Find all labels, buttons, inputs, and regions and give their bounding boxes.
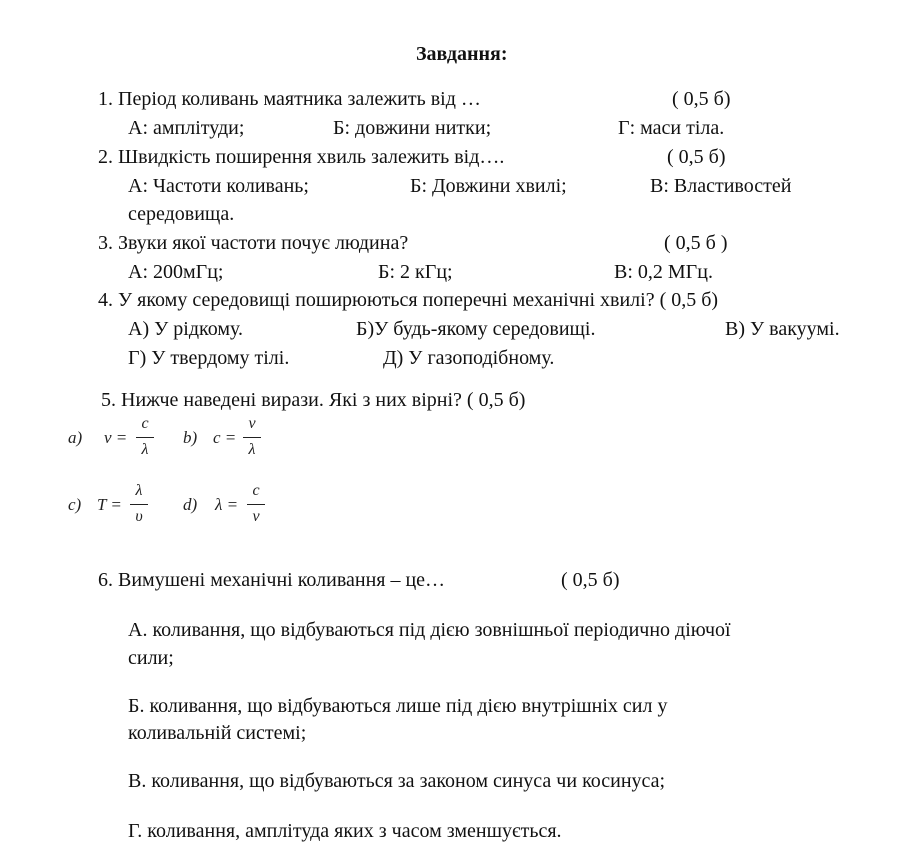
question-4-text: 4. У якому середовищі поширюються поперечні механічні хвилі? ( 0,5 б): [98, 289, 719, 311]
question-3-text: 3. Звуки якої частоти почує людина?: [98, 232, 409, 254]
formula-d-label: d): [183, 495, 198, 514]
formula-d-denominator: ν: [252, 508, 260, 525]
question-2-option-v: В: Властивостей: [650, 175, 792, 197]
question-1-points: ( 0,5 б): [672, 88, 731, 110]
question-6-option-b-line2: коливальній системі;: [128, 722, 307, 744]
question-1-text: 1. Період коливань маятника залежить від …: [98, 88, 481, 110]
question-1-option-g: Г: маси тіла.: [618, 117, 725, 139]
formula-a-bar: [136, 437, 154, 438]
formula-a-label: a): [68, 428, 83, 447]
question-6-points: ( 0,5 б): [561, 569, 620, 591]
question-2-option-b: Б: Довжини хвилі;: [410, 175, 567, 197]
question-6-option-a-line1: А. коливання, що відбуваються під дією зовнішньої періодично діючої: [128, 619, 731, 641]
formula-d-lhs: λ =: [215, 495, 239, 514]
question-5-text: 5. Нижче наведені вирази. Які з них вірні? ( 0,5 б): [101, 389, 526, 411]
formula-a-denominator: λ: [141, 441, 149, 458]
formula-a-lhs: ν =: [104, 428, 128, 447]
formula-b-numerator: ν: [248, 415, 256, 432]
question-2-points: ( 0,5 б): [667, 146, 726, 168]
question-2-option-v-cont: середовища.: [128, 203, 235, 225]
formula-d-fraction: [247, 481, 265, 529]
question-3-points: ( 0,5 б ): [664, 232, 728, 254]
formula-c-bar: [130, 504, 148, 505]
question-3-option-v: В: 0,2 МГц.: [614, 261, 713, 283]
question-6-option-b-line1: Б. коливання, що відбуваються лише під дією внутрішніх сил у: [128, 695, 668, 717]
formula-a-fraction: [136, 414, 154, 462]
formula-b-lhs: c =: [213, 428, 237, 447]
formula-b-denominator: λ: [248, 441, 256, 458]
formula-b-label: b): [183, 428, 198, 447]
question-6-text: 6. Вимушені механічні коливання – це…: [98, 569, 446, 591]
question-6-option-a-line2: сили;: [128, 647, 174, 669]
formula-c-label: c): [68, 495, 82, 514]
question-1-option-a: А: амплітуди;: [128, 117, 245, 139]
question-6-option-v: В. коливання, що відбуваються за законом синуса чи косинуса;: [128, 770, 666, 792]
formula-c-numerator: λ: [135, 482, 143, 499]
question-4-option-b: Б)У будь-якому середовищі.: [356, 318, 596, 340]
formula-d-numerator: c: [252, 482, 260, 499]
formula-a-numerator: c: [141, 415, 149, 432]
question-1-option-b: Б: довжини нитки;: [333, 117, 492, 139]
formula-d-bar: [247, 504, 265, 505]
question-2-text: 2. Швидкість поширення хвиль залежить від….: [98, 146, 505, 168]
question-4-option-v: В) У вакуумі.: [725, 318, 840, 340]
formula-c-denominator: υ: [135, 508, 143, 525]
question-3-option-a: А: 200мГц;: [128, 261, 224, 283]
question-6-option-g: Г. коливання, амплітуда яких з часом зменшується.: [128, 820, 562, 842]
question-4-option-g: Г) У твердому тілі.: [128, 347, 290, 369]
formula-c-fraction: [130, 481, 148, 529]
question-2-option-a: А: Частоти коливань;: [128, 175, 309, 197]
formula-c-lhs: T =: [97, 495, 122, 514]
question-4-option-a: А) У рідкому.: [128, 318, 243, 340]
formula-b-bar: [243, 437, 261, 438]
formula-b-fraction: [243, 414, 261, 462]
question-3-option-b: Б: 2 кГц;: [378, 261, 453, 283]
page-title: Завдання:: [416, 43, 508, 65]
question-4-option-d: Д) У газоподібному.: [383, 347, 555, 369]
